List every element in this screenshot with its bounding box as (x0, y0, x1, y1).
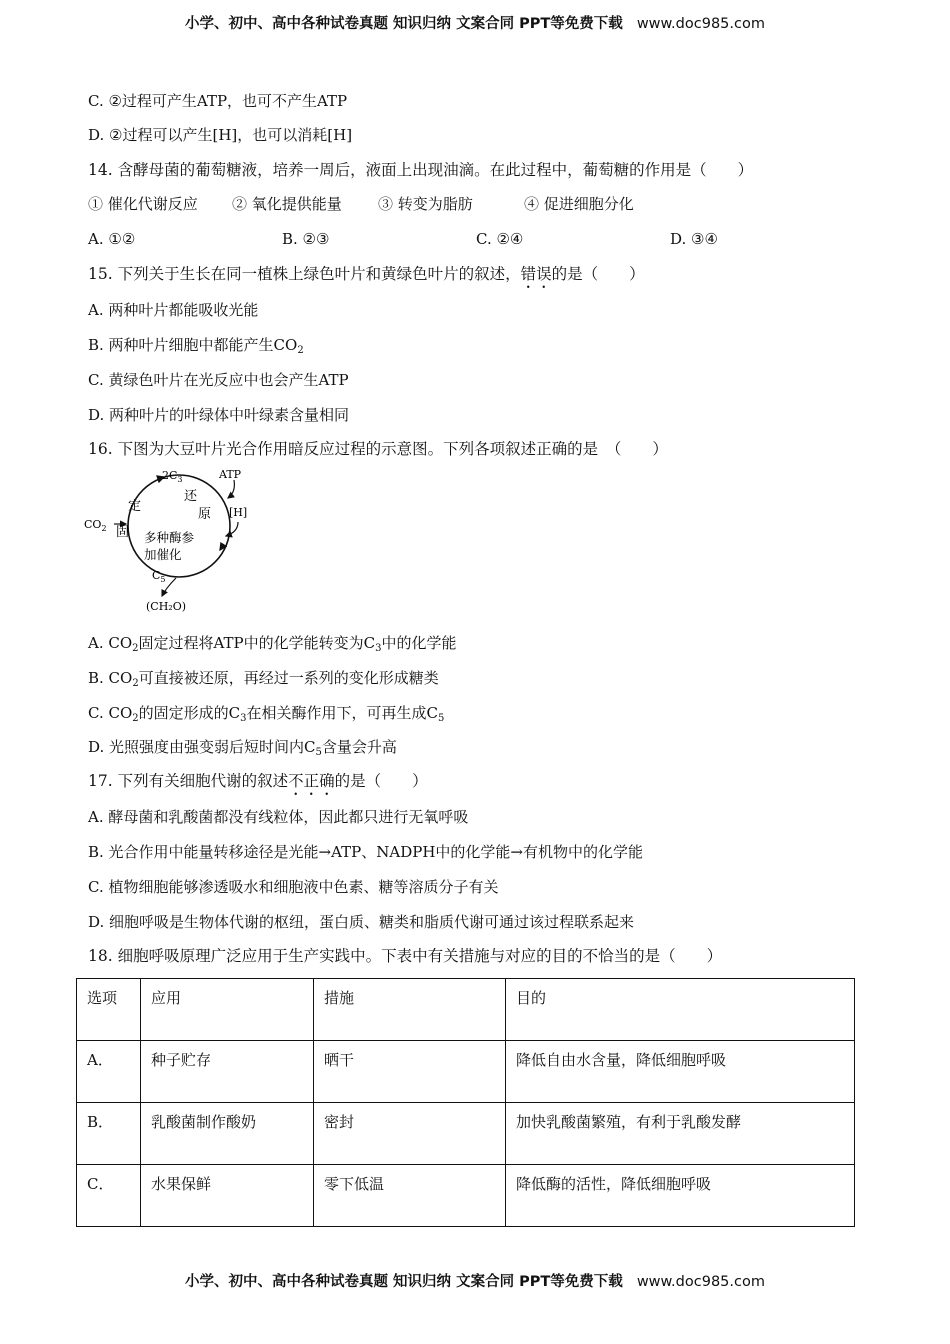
label-c5: $C_5$ (152, 569, 166, 584)
h-arrow-icon (226, 522, 238, 536)
table-cell: 种子贮存 (141, 1041, 314, 1103)
cycle-arrow-icon (220, 544, 224, 550)
table-header-cell: 目的 (506, 979, 855, 1041)
text: 固定过程将ATP中的化学能转变为C (138, 634, 376, 652)
subscript: 2 (132, 678, 139, 689)
q15-option-c: C. 黄绿色叶片在光反应中也会产生ATP (88, 371, 349, 389)
q13-option-c: C. ②过程可产生ATP，也可不产生ATP (88, 92, 348, 110)
q14-option-a: A. ①② (88, 230, 136, 248)
label-ch2o: (CH₂O) (146, 600, 187, 613)
q18-stem: 18. 细胞呼吸原理广泛应用于生产实践中。下表中有关措施与对应的目的不恰当的是（ ） (88, 947, 723, 965)
text: B. CO (88, 669, 133, 687)
q14-option-c: C. ②④ (476, 230, 524, 248)
q14-options (88, 229, 718, 249)
q18-table (76, 978, 855, 1227)
q14-option-b: B. ②③ (282, 230, 330, 248)
q15-option-a: A. 两种叶片都能吸收光能 (88, 301, 259, 319)
calvin-cycle-diagram (84, 466, 254, 616)
q16-option-d (88, 737, 397, 763)
label-h: [H] (229, 506, 248, 519)
page-footer (0, 1270, 950, 1291)
table-row (77, 1041, 855, 1103)
header-title: 小学、初中、高中各种试卷真题 知识归纳 文案合同 PPT等免费下载 (185, 16, 623, 32)
text: 在相关酶作用下，可再生成C (246, 704, 438, 722)
table-header-cell: 选项 (77, 979, 141, 1041)
subscript: 3 (375, 643, 382, 654)
q16-option-b (88, 668, 439, 694)
q17-stem-text: 17. 下列有关细胞代谢的叙述 (88, 772, 289, 790)
page-header (0, 12, 950, 33)
q15-stem (88, 264, 645, 292)
q13-option-d: D. ②过程可以产生[H]，也可以消耗[H] (88, 126, 353, 144)
q14-item: ① 催化代谢反应 (88, 195, 198, 213)
text: 可直接被还原，再经过一系列的变化形成糖类 (138, 669, 439, 687)
table-header-cell: 应用 (141, 979, 314, 1041)
text: D. 光照强度由强变弱后短时间内C (88, 738, 316, 756)
q14-item: ② 氧化提供能量 (232, 195, 342, 213)
q15-option-d: D. 两种叶片的叶绿体中叶绿素含量相同 (88, 406, 350, 424)
subscript: 2 (297, 345, 304, 356)
table-cell: 加快乳酸菌繁殖，有利于乳酸发酵 (506, 1103, 855, 1165)
q16-option-a (88, 633, 457, 659)
table-header-row (77, 979, 855, 1041)
subscript: 2 (132, 713, 139, 724)
q14-items (88, 194, 634, 214)
q14-item: ③ 转变为脂肪 (378, 195, 473, 213)
q17-stem-end: 的是（ ） (334, 772, 428, 790)
q15-option-b-text: B. 两种叶片细胞中都能产生CO (88, 336, 298, 354)
header-url[interactable]: www.doc985.com (636, 16, 765, 32)
q17-option-a: A. 酵母菌和乳酸菌都没有线粒体，因此都只进行无氧呼吸 (88, 808, 469, 826)
text: C. CO (88, 704, 133, 722)
subscript: 3 (240, 713, 247, 724)
q17-stem (88, 771, 428, 799)
q17-option-b: B. 光合作用中能量转移途径是光能→ATP、NADPH中的化学能→有机物中的化学能 (88, 843, 643, 861)
label-atp: ATP (219, 468, 242, 481)
q17-stem-emphasis: 不正确 (288, 772, 335, 790)
table-cell: 水果保鲜 (141, 1165, 314, 1227)
text: 含量会升高 (321, 738, 397, 756)
subscript: 2 (132, 643, 139, 654)
table-cell: 零下低温 (314, 1165, 506, 1227)
table-cell: A． (77, 1041, 141, 1103)
q14-option-d: D. ③④ (670, 230, 718, 248)
text: 中的化学能 (381, 634, 457, 652)
footer-title: 小学、初中、高中各种试卷真题 知识归纳 文案合同 PPT等免费下载 (185, 1274, 623, 1290)
label-fix-2: 固 (116, 525, 130, 540)
label-co2: $CO_2$ (84, 518, 107, 533)
q17-option-c: C. 植物细胞能够渗透吸水和细胞液中色素、糖等溶质分子有关 (88, 878, 499, 896)
label-fix-1: 定 (128, 499, 142, 514)
label-center-2: 加催化 (144, 547, 182, 562)
q17-option-d: D. 细胞呼吸是生物体代谢的枢纽，蛋白质、糖类和脂质代谢可通过该过程联系起来 (88, 913, 635, 931)
subscript: 5 (437, 713, 445, 724)
q15-option-b (88, 335, 304, 361)
q15-stem-text: 15. 下列关于生长在同一植株上绿色叶片和黄绿色叶片的叙述， (88, 265, 521, 283)
table-row (77, 1103, 855, 1165)
table-cell: 密封 (314, 1103, 506, 1165)
q14-stem: 14. 含酵母菌的葡萄糖液，培养一周后，液面上出现油滴。在此过程中，葡萄糖的作用是（ ） (88, 161, 754, 179)
q15-stem-emphasis: 错误 (520, 265, 552, 283)
table-cell: 晒干 (314, 1041, 506, 1103)
label-reduce-1: 还 (184, 489, 198, 504)
text: A. CO (88, 634, 133, 652)
table-cell: 降低酶的活性，降低细胞呼吸 (506, 1165, 855, 1227)
q14-item: ④ 促进细胞分化 (524, 195, 634, 213)
table-cell: C． (77, 1165, 141, 1227)
q16-stem: 16. 下图为大豆叶片光合作用暗反应过程的示意图。下列各项叙述正确的是 （ ） (88, 440, 668, 458)
table-cell: B． (77, 1103, 141, 1165)
footer-url[interactable]: www.doc985.com (636, 1274, 765, 1290)
atp-arrow-icon (228, 480, 234, 498)
label-center-1: 多种酶参 (144, 530, 195, 545)
table-cell: 乳酸菌制作酸奶 (141, 1103, 314, 1165)
table-header-cell: 措施 (314, 979, 506, 1041)
label-reduce-2: 原 (198, 507, 212, 522)
q16-option-c (88, 703, 444, 729)
q15-stem-end: 的是（ ） (551, 265, 645, 283)
subscript: 5 (315, 747, 322, 758)
text: 的固定形成的C (138, 704, 241, 722)
label-c3: $2C_3$ (162, 469, 183, 484)
table-row (77, 1165, 855, 1227)
table-cell: 降低自由水含量，降低细胞呼吸 (506, 1041, 855, 1103)
